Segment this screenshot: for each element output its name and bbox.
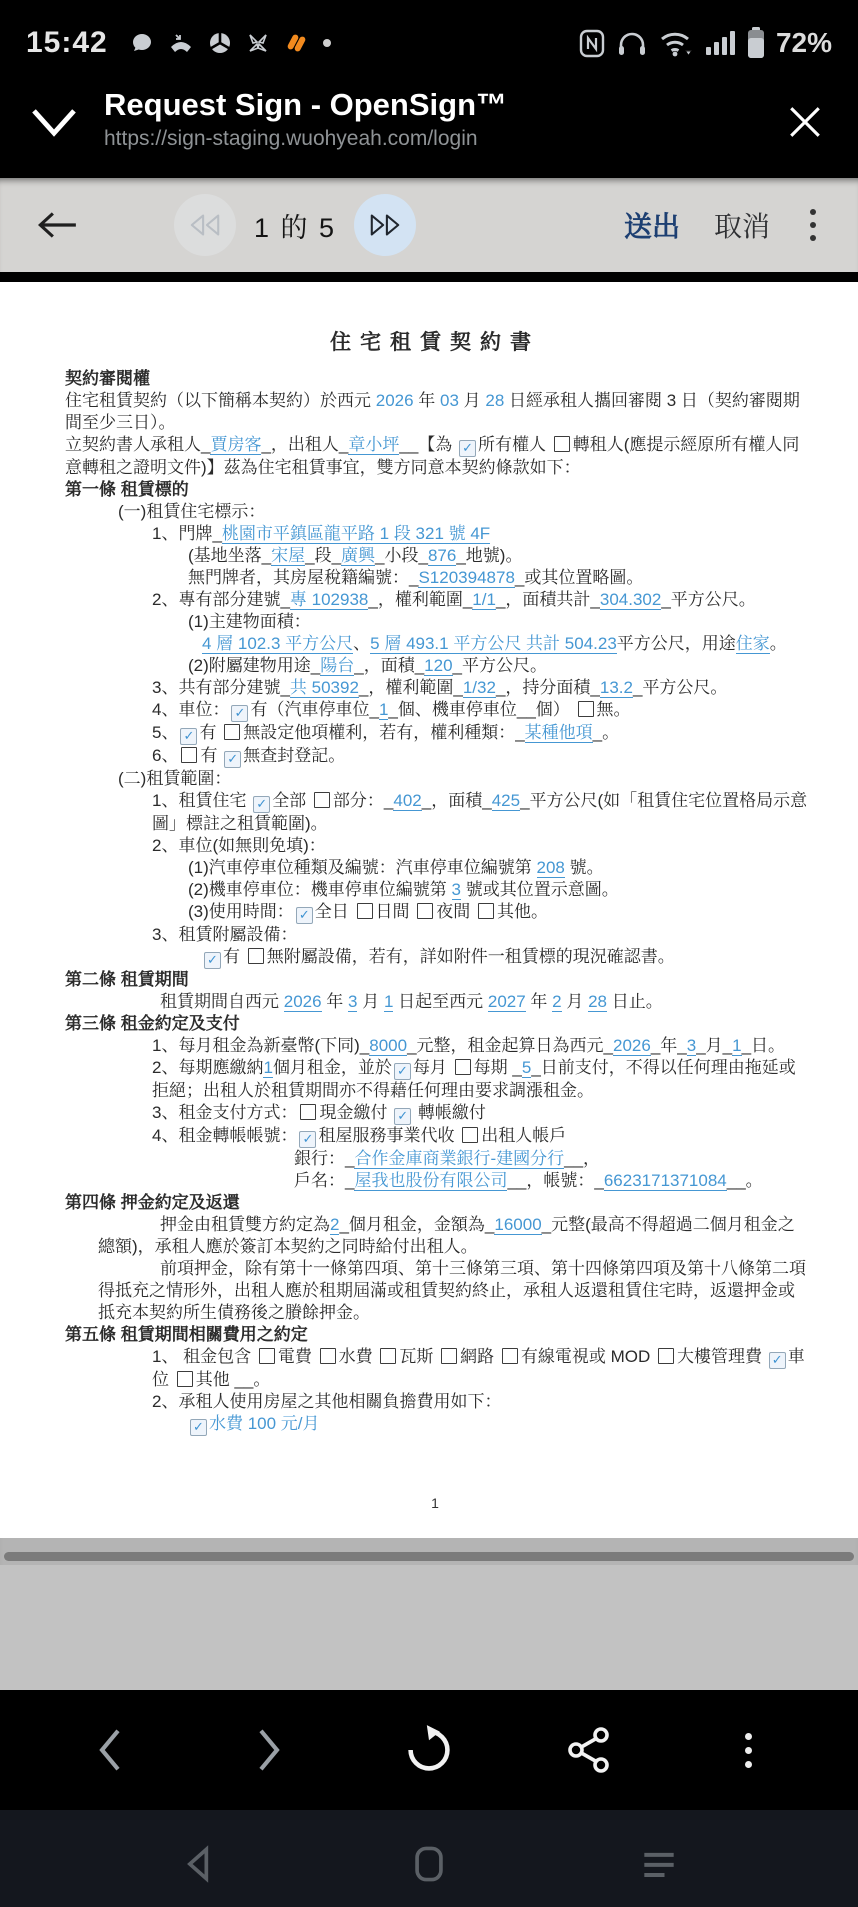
- contract-text: 日止。: [606, 992, 663, 1011]
- field-value: 03: [440, 391, 459, 410]
- article-1: [62, 479, 808, 501]
- contract-text: 銀行：_: [294, 1149, 355, 1168]
- empty-checkbox: [300, 1104, 316, 1120]
- contract-text: 無。: [596, 700, 631, 719]
- viewport-background: [0, 1565, 858, 1690]
- field-value: S120394878: [418, 568, 515, 587]
- document-toolbar: [0, 178, 858, 272]
- android-home-button[interactable]: [389, 1824, 469, 1904]
- contract-text: _，面積共計_: [495, 590, 600, 609]
- system-status-icons: [578, 26, 832, 60]
- empty-checkbox: [455, 1059, 471, 1075]
- field-value: 8000: [369, 1036, 408, 1055]
- health-icon: [284, 31, 308, 55]
- contract-text: _。: [592, 723, 620, 742]
- empty-checkbox: [259, 1348, 275, 1364]
- contract-line: [62, 1214, 808, 1258]
- field-value: 2026: [612, 1036, 651, 1055]
- contract-line: [62, 924, 808, 946]
- chevron-right-icon: [252, 1726, 286, 1774]
- field-value: 2: [552, 992, 562, 1011]
- empty-checkbox: [462, 1127, 478, 1143]
- contract-text: __【為: [399, 435, 458, 454]
- field-value: 5: [521, 1058, 532, 1077]
- contract-line: [62, 1102, 808, 1125]
- contract-text: 立契約書人承租人_: [65, 435, 211, 454]
- article-5: [62, 1324, 808, 1346]
- checked-checkbox: ✓: [231, 705, 248, 722]
- field-value: 廣興: [341, 546, 376, 565]
- system-nav-bar: [0, 1810, 858, 1907]
- contract-page: [0, 282, 858, 1538]
- contract-text: 網路: [460, 1347, 499, 1366]
- contract-text: _平方公尺(如「租賃住宅位置格局示意圖」標註之租賃範圍)。: [152, 791, 808, 833]
- contract-text: 2、每期應繳納: [152, 1058, 264, 1077]
- contract-text: 每月: [412, 1058, 452, 1077]
- field-value: 1/32: [462, 678, 496, 697]
- contract-text: (2)機車停車位：機車停車位編號第: [188, 880, 452, 899]
- contract-line: [62, 991, 808, 1013]
- contract-line: [62, 1413, 808, 1436]
- checked-checkbox: ✓: [769, 1352, 786, 1369]
- checked-checkbox: ✓: [180, 728, 197, 745]
- empty-checkbox: [380, 1348, 396, 1364]
- wifi-icon: [658, 28, 694, 58]
- contract-text: (2)附屬建物用途_: [188, 656, 321, 675]
- contract-line: [62, 1057, 808, 1102]
- contract-text: (3)使用時間：: [188, 902, 294, 921]
- contract-text: 年: [525, 992, 553, 1011]
- contract-text: _，權利範圍_: [358, 678, 463, 697]
- contract-text: (基地坐落_: [188, 546, 272, 565]
- field-value: 2027: [487, 992, 526, 1011]
- android-recents-button[interactable]: [619, 1824, 699, 1904]
- contract-text: 部分：_: [332, 791, 394, 810]
- cancel-button[interactable]: 取消: [713, 211, 770, 242]
- field-value: 某種他項: [524, 723, 593, 742]
- contract-text: 契約審閱權: [65, 369, 150, 388]
- contract-text: 3、共有部分建號_: [152, 678, 290, 697]
- share-button[interactable]: [544, 1705, 634, 1795]
- empty-checkbox: [554, 436, 570, 452]
- contract-text: 第五條 租賃期間相關費用之約定: [65, 1325, 308, 1344]
- empty-checkbox: [314, 792, 330, 808]
- contract-text: _平方公尺。: [452, 656, 547, 675]
- field-value: 2: [330, 1215, 340, 1234]
- browser-menu-button[interactable]: [703, 1705, 793, 1795]
- contract-line: [62, 1125, 808, 1148]
- field-value: 6623171371084: [603, 1171, 727, 1190]
- article-2: [62, 969, 808, 991]
- field-value: 住家: [735, 634, 770, 653]
- refresh-button[interactable]: [384, 1705, 474, 1795]
- page-number: 1: [431, 1495, 439, 1511]
- empty-checkbox: [658, 1348, 674, 1364]
- contract-text: (1)主建物面積：: [188, 612, 311, 631]
- contract-text: 瓦斯: [399, 1347, 439, 1366]
- toolbar-actions: [624, 205, 828, 245]
- field-value: 876: [427, 546, 457, 565]
- field-value: 水費 100 元/月: [209, 1414, 320, 1433]
- contract-line: [62, 722, 808, 745]
- contract-line: [62, 1035, 808, 1057]
- contract-text: 1、門牌_: [152, 524, 222, 543]
- contract-line: [62, 677, 808, 699]
- contract-line: [62, 567, 808, 589]
- nav-forward-button[interactable]: [224, 1705, 314, 1795]
- contract-line: [62, 1170, 808, 1192]
- contract-text: _個月租金，金額為_: [339, 1215, 495, 1234]
- field-value: 3: [348, 992, 358, 1011]
- contract-line: [62, 434, 808, 479]
- contract-text: _元整，租金起算日為西元_: [407, 1036, 613, 1055]
- contract-text: 無門牌者，其房屋稅籍編號：_: [188, 568, 419, 587]
- field-value: 1: [263, 1058, 273, 1077]
- contract-text: 日起至西元: [393, 992, 488, 1011]
- field-value: 425: [491, 791, 521, 810]
- contract-text: 轉租人(應提示經原所有權人同意轉租之證明文件)】茲為住宅租賃事宜，雙方同意本契約條款如下：: [65, 435, 800, 477]
- contract-text: 有: [200, 746, 223, 765]
- status-bar: [0, 0, 858, 85]
- contract-line: [62, 946, 808, 969]
- checked-checkbox: ✓: [253, 796, 270, 813]
- contract-line: [62, 611, 808, 633]
- contract-text: 1、租賃住宅: [152, 791, 252, 810]
- field-value: 2026: [375, 391, 414, 410]
- empty-checkbox: [441, 1348, 457, 1364]
- contract-text: 年: [321, 992, 349, 1011]
- contract-line: [62, 1148, 808, 1170]
- contract-line: [62, 1391, 808, 1413]
- field-value: 章小坪: [348, 435, 400, 454]
- field-value: 28: [588, 992, 607, 1011]
- contract-line: [62, 835, 808, 857]
- share-icon: [565, 1724, 613, 1776]
- battery-icon: [746, 26, 766, 60]
- contract-text: 前項押金，除有第十一條第四項、第十三條第三項、第十四條第四項及第十八條第二項得抵充之情形外，出租人應於租期屆滿或租賃契約終止，承租人返還租賃住宅時，返還押金或抵充本契約所生債務後之賸餘押金。: [98, 1259, 806, 1322]
- contract-line: [62, 879, 808, 901]
- back-triangle-icon: [177, 1842, 221, 1886]
- contract-text: 車位: [152, 1347, 805, 1389]
- contract-text: 其他 __。: [195, 1370, 271, 1389]
- field-value: 16000: [494, 1215, 542, 1234]
- field-value: 120: [424, 656, 453, 675]
- contract-text: _或其位置略圖。: [514, 568, 644, 587]
- empty-checkbox: [320, 1348, 336, 1364]
- skip-next-icon: [368, 212, 402, 238]
- browser-nav-bar: [0, 1690, 858, 1810]
- contract-text: 大樓管理費: [676, 1347, 767, 1366]
- checked-checkbox: ✓: [204, 952, 221, 969]
- checked-checkbox: ✓: [296, 907, 313, 924]
- contract-text: _地號)。: [456, 546, 523, 565]
- checked-checkbox: ✓: [394, 1108, 411, 1125]
- contract-text: 1、 租金包含: [152, 1347, 256, 1366]
- contract-text: _，面積_: [421, 791, 492, 810]
- contract-text: (一)租賃住宅標示：: [118, 502, 266, 521]
- page-url: https://sign-staging.wuohyeah.com/login: [104, 127, 478, 150]
- contract-text: 2、專有部分建號_: [152, 590, 290, 609]
- contract-text: (二)租賃範圍：: [118, 769, 232, 788]
- article-3: [62, 1013, 808, 1035]
- contract-text: 4、車位：: [152, 700, 230, 719]
- field-value: 28: [485, 391, 505, 410]
- contract-text: 有線電視或 MOD: [520, 1347, 655, 1366]
- contract-text: 號或其位置示意圖。: [460, 880, 619, 899]
- contract-line: [62, 1346, 808, 1391]
- empty-checkbox: [502, 1348, 518, 1364]
- refresh-icon: [403, 1724, 455, 1776]
- contract-line: [62, 790, 808, 835]
- previous-page-button[interactable]: [174, 194, 236, 256]
- contract-text: 租屋服務事業代收: [318, 1126, 460, 1145]
- contract-text: 住宅租賃契約（以下簡稱本契約）於西元: [65, 391, 376, 410]
- contract-text: 無設定他項權利，若有，權利種類：_: [243, 723, 525, 742]
- contract-line: [62, 545, 808, 567]
- contract-text: 押金由租賃雙方約定為: [160, 1215, 330, 1234]
- chevron-left-icon: [93, 1726, 127, 1774]
- contract-text: _年_: [650, 1036, 687, 1055]
- more-vertical-icon: [739, 1729, 758, 1772]
- field-value: 208: [536, 858, 565, 877]
- contract-text: _平方公尺。: [632, 678, 728, 697]
- empty-checkbox: [417, 903, 433, 919]
- nav-back-button[interactable]: [65, 1705, 155, 1795]
- contract-text: 轉帳繳付: [413, 1103, 486, 1122]
- contract-text: 平方公尺，用途: [616, 634, 736, 653]
- contract-text: 無查封登記。: [243, 746, 346, 765]
- contract-line: [62, 589, 808, 611]
- field-value: 3: [686, 1036, 697, 1055]
- submit-button[interactable]: 送出: [623, 211, 680, 242]
- header-text: [90, 85, 762, 153]
- contract-text: 。: [769, 634, 787, 653]
- contract-text: 3、租金支付方式：: [152, 1103, 298, 1122]
- contract-text: 5、: [152, 723, 179, 742]
- contract-text: _小段_: [375, 546, 428, 565]
- document-viewport[interactable]: [0, 282, 858, 1690]
- contract-text: 月: [357, 992, 384, 1011]
- fan-icon: [208, 31, 232, 55]
- checked-checkbox: ✓: [299, 1131, 316, 1148]
- contract-text: __，: [564, 1149, 601, 1168]
- field-value: 4 層 102.3 平方公尺: [202, 634, 354, 653]
- collapse-button[interactable]: [18, 87, 90, 157]
- contract-line: [62, 1258, 808, 1324]
- field-value: 5 層 493.1 平方公尺 共計 504.23: [370, 634, 617, 653]
- empty-checkbox: [578, 701, 594, 717]
- contract-text: _日。: [741, 1036, 786, 1055]
- contract-text: 住宅租賃契約書: [330, 331, 540, 354]
- page-indicator: 1 的 5: [254, 212, 337, 243]
- contract-text: 每期 _: [473, 1058, 522, 1077]
- empty-checkbox: [248, 948, 264, 964]
- contract-text: 年: [413, 391, 441, 410]
- android-back-button[interactable]: [159, 1824, 239, 1904]
- field-value: 1: [378, 700, 389, 719]
- contract-text: 日間: [375, 902, 415, 921]
- field-value: 宋屋: [271, 546, 306, 565]
- contract-text: 、: [353, 634, 371, 653]
- empty-checkbox: [357, 903, 373, 919]
- contract-text: 全部: [272, 791, 311, 810]
- toolbar-menu-button[interactable]: [804, 205, 822, 245]
- checked-checkbox: ✓: [394, 1063, 411, 1080]
- contract-line: [62, 699, 808, 722]
- contract-text: 有: [223, 947, 245, 966]
- contract-text: _，持分面積_: [495, 678, 600, 697]
- battery-percent: 72%: [775, 26, 832, 58]
- contract-text: 出租人帳戶: [481, 1126, 567, 1145]
- contract-text: 全日: [314, 902, 354, 921]
- contract-text: _個、機車停車位__個）: [388, 700, 575, 719]
- contract-text: 所有權人: [478, 435, 551, 454]
- empty-checkbox: [478, 903, 494, 919]
- contract-text: 3、租賃附屬設備：: [152, 925, 298, 944]
- contract-text: _，面積_: [354, 656, 425, 675]
- contract-text: 個月租金，並於: [272, 1058, 392, 1077]
- contract-text: 有: [199, 723, 222, 742]
- field-value: 1: [732, 1036, 742, 1055]
- empty-checkbox: [224, 724, 240, 740]
- field-value: 304.302: [599, 590, 662, 609]
- contract-line: [62, 390, 808, 434]
- document-title: [62, 326, 808, 368]
- missed-call-icon: [168, 31, 194, 55]
- checked-checkbox: ✓: [190, 1419, 207, 1436]
- field-value: 合作金庫商業銀行-建國分行: [354, 1149, 565, 1168]
- field-value: 桃園市平鎮區龍平路 1 段 321 號 4F: [221, 524, 491, 543]
- contract-text: 現金繳付: [319, 1103, 393, 1122]
- empty-checkbox: [181, 747, 197, 763]
- contract-text: _段_: [305, 546, 342, 565]
- field-value: 屋我也股份有限公司: [354, 1171, 508, 1190]
- contract-text: _平方公尺。: [661, 590, 756, 609]
- contract-text: 夜間: [436, 902, 475, 921]
- contract-text: 有（汽車停車位_: [250, 700, 379, 719]
- contract-line: [62, 745, 808, 768]
- contract-text: _元整(最高不得超過二個月租金之總額)，承租人應於簽訂本契約之同時給付出租人。: [98, 1215, 795, 1256]
- contract-text: 第四條 押金約定及返還: [65, 1193, 240, 1212]
- contract-text: 租賃期間自西元: [160, 992, 284, 1011]
- skip-previous-icon: [188, 212, 222, 238]
- contract-text: __。: [726, 1171, 763, 1190]
- field-value: 陽台: [320, 656, 355, 675]
- field-value: 3: [451, 880, 461, 899]
- signal-icon: [704, 28, 736, 58]
- contract-text: 號。: [564, 858, 604, 877]
- notification-dot: [322, 38, 332, 48]
- contract-line: [62, 633, 808, 655]
- back-button[interactable]: [30, 203, 82, 247]
- contract-text: 4、租金轉帳帳號：: [152, 1126, 298, 1145]
- home-squircle-icon: [407, 1842, 451, 1886]
- field-value: 賈房客: [210, 435, 262, 454]
- recents-lines-icon: [637, 1842, 681, 1886]
- contract-text: 月: [561, 992, 589, 1011]
- nfc-icon: [578, 27, 606, 59]
- notification-icons: [130, 31, 332, 55]
- contract-line: [62, 857, 808, 879]
- contract-text: _月_: [696, 1036, 733, 1055]
- app-header: [0, 85, 858, 178]
- field-value: 2026: [283, 992, 322, 1011]
- arrow-left-icon: [33, 207, 79, 243]
- contract-text: 第二條 租賃期間: [65, 970, 189, 989]
- contract-text: 電費: [277, 1347, 317, 1366]
- chevron-down-icon: [27, 102, 81, 142]
- contract-text: 2、車位(如無則免填)：: [152, 836, 326, 855]
- section-review-right: [62, 368, 808, 390]
- field-value: 1/1: [472, 590, 496, 609]
- empty-checkbox: [177, 1371, 193, 1387]
- headphones-icon: [616, 28, 648, 58]
- contract-text: 1、每月租金為新臺幣(下同)_: [152, 1036, 370, 1055]
- field-value: 共 50392: [289, 678, 359, 697]
- field-value: 專 102938: [289, 590, 369, 609]
- field-value: 1: [383, 992, 394, 1011]
- contract-line: [62, 501, 808, 523]
- contract-text: 月: [458, 391, 486, 410]
- contract-line: [62, 768, 808, 790]
- close-icon: [783, 100, 827, 144]
- checked-checkbox: ✓: [224, 751, 241, 768]
- contract-text: 戶名：_: [294, 1171, 355, 1190]
- horizontal-scrollbar[interactable]: [4, 1552, 854, 1561]
- page-navigation: [174, 194, 416, 256]
- close-button[interactable]: [770, 87, 840, 157]
- contract-line: [62, 901, 808, 924]
- contract-text: 第三條 租金約定及支付: [65, 1014, 240, 1033]
- article-4: [62, 1192, 808, 1214]
- contract-text: 日經承租人攜回審閱 3 日（契約審閱期間至少三日）。: [65, 391, 800, 432]
- page-title: Request Sign - OpenSign™: [104, 87, 508, 122]
- chat-icon: [130, 31, 154, 55]
- contract-line: [62, 523, 808, 545]
- contract-text: 無附屬設備，若有，詳如附件一租賃標的現況確認書。: [266, 947, 675, 966]
- contract-text: 第一條 租賃標的: [65, 480, 189, 499]
- contract-text: 6、: [152, 746, 179, 765]
- checked-checkbox: ✓: [459, 440, 476, 457]
- contract-text: __，帳號：_: [507, 1171, 604, 1190]
- clock: 15:42: [26, 25, 108, 59]
- drone-icon: [246, 31, 270, 55]
- next-page-button[interactable]: [354, 194, 416, 256]
- contract-text: 其他。: [496, 902, 548, 921]
- contract-text: _，出租人_: [261, 435, 349, 454]
- contract-text: 水費: [338, 1347, 378, 1366]
- contract-text: 2、承租人使用房屋之其他相關負擔費用如下：: [152, 1392, 502, 1411]
- contract-line: [62, 655, 808, 677]
- contract-text: (1)汽車停車位種類及編號：汽車停車位編號第: [188, 858, 537, 877]
- field-value: 402: [393, 791, 422, 810]
- contract-text: _，權利範圍_: [368, 590, 473, 609]
- contract-text: _日前支付，不得以任何理由拖延或拒絕；出租人於租賃期間亦不得藉任何理由要求調漲租金。: [152, 1058, 796, 1100]
- field-value: 13.2: [599, 678, 633, 697]
